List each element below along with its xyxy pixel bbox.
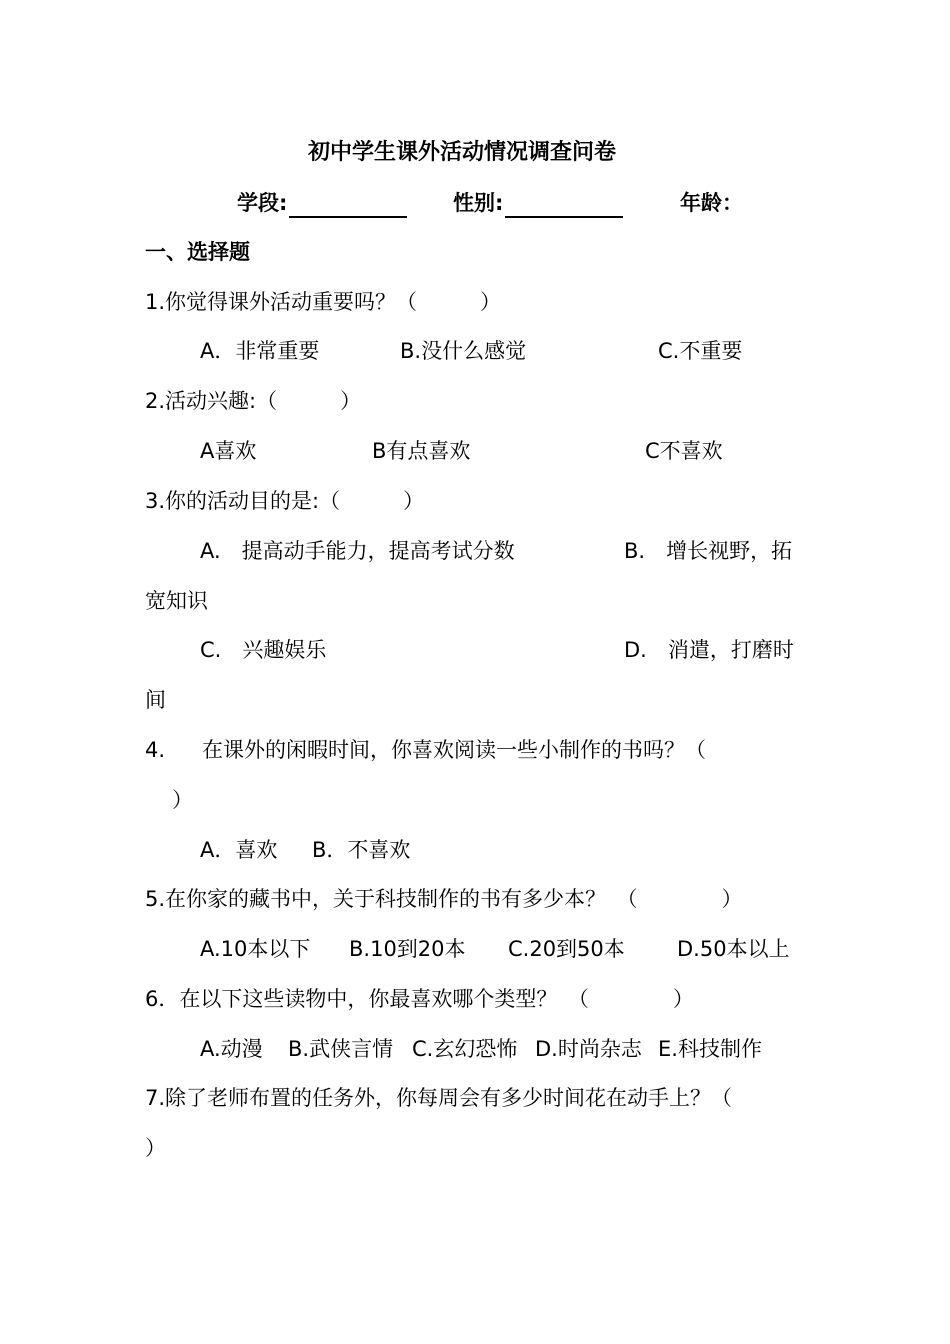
q3-option-a[interactable]: A. 提高动手能力，提高考试分数 — [200, 539, 515, 563]
q5-option-c[interactable]: C.20到50本 — [508, 937, 625, 961]
question-7: 7.除了老师布置的任务外，你每周会有多少时间花在动手上？（ — [145, 1086, 733, 1110]
q6-option-d[interactable]: D.时尚杂志 — [535, 1037, 642, 1061]
q6-option-a[interactable]: A.动漫 — [200, 1037, 263, 1061]
q1-option-b[interactable]: B.没什么感觉 — [400, 339, 527, 363]
question-4-number: 4. — [145, 738, 166, 762]
q2-option-b[interactable]: B有点喜欢 — [372, 439, 471, 463]
q4-option-a[interactable]: A．喜欢 — [200, 838, 278, 862]
gender-label: 性别: — [453, 191, 504, 215]
question-7-continued: ） — [145, 1136, 166, 1160]
q2-option-c[interactable]: C不喜欢 — [645, 439, 723, 463]
stage-blank[interactable] — [289, 194, 407, 218]
stage-label: 学段: — [237, 191, 288, 215]
q3-option-c[interactable]: C. 兴趣娱乐 — [200, 638, 327, 662]
question-1: 1.你觉得课外活动重要吗？（ ） — [145, 290, 502, 314]
q3-option-b[interactable]: B. 增长视野，拓 — [624, 539, 793, 563]
age-label: 年龄： — [680, 191, 743, 215]
question-3: 3.你的活动目的是:（ ） — [145, 489, 425, 513]
q5-option-b[interactable]: B.10到20本 — [349, 937, 466, 961]
section-heading: 一、选择题 — [145, 240, 250, 264]
question-2: 2.活动兴趣:（ ） — [145, 389, 362, 413]
q3-option-d[interactable]: D. 消遣，打磨时 — [624, 638, 794, 662]
question-5: 5.在你家的藏书中，关于科技制作的书有多少本？ （ ） — [145, 887, 743, 911]
q3-option-d-continued: 间 — [145, 688, 166, 712]
question-4-continued: ） — [172, 788, 193, 812]
q6-option-b[interactable]: B.武侠言情 — [288, 1037, 394, 1061]
q1-option-c[interactable]: C.不重要 — [658, 339, 743, 363]
gender-field — [453, 188, 623, 218]
stage-field — [237, 188, 407, 218]
q5-option-a[interactable]: A.10本以下 — [200, 937, 311, 961]
q1-option-a[interactable]: A．非常重要 — [200, 339, 320, 363]
page-title: 初中学生课外活动情况调查问卷 — [308, 140, 617, 165]
q2-option-a[interactable]: A喜欢 — [200, 439, 257, 463]
question-6: 6．在以下这些读物中，你最喜欢哪个类型？ （ ） — [145, 987, 694, 1011]
q6-option-e[interactable]: E.科技制作 — [658, 1037, 762, 1061]
gender-blank[interactable] — [505, 194, 623, 218]
q5-option-d[interactable]: D.50本以上 — [677, 937, 790, 961]
q6-option-c[interactable]: C.玄幻恐怖 — [412, 1037, 518, 1061]
question-4: 在课外的闲暇时间，你喜欢阅读一些小制作的书吗？（ — [202, 738, 706, 762]
q3-option-b-continued: 宽知识 — [145, 589, 208, 613]
q4-option-b[interactable]: B．不喜欢 — [312, 838, 411, 862]
